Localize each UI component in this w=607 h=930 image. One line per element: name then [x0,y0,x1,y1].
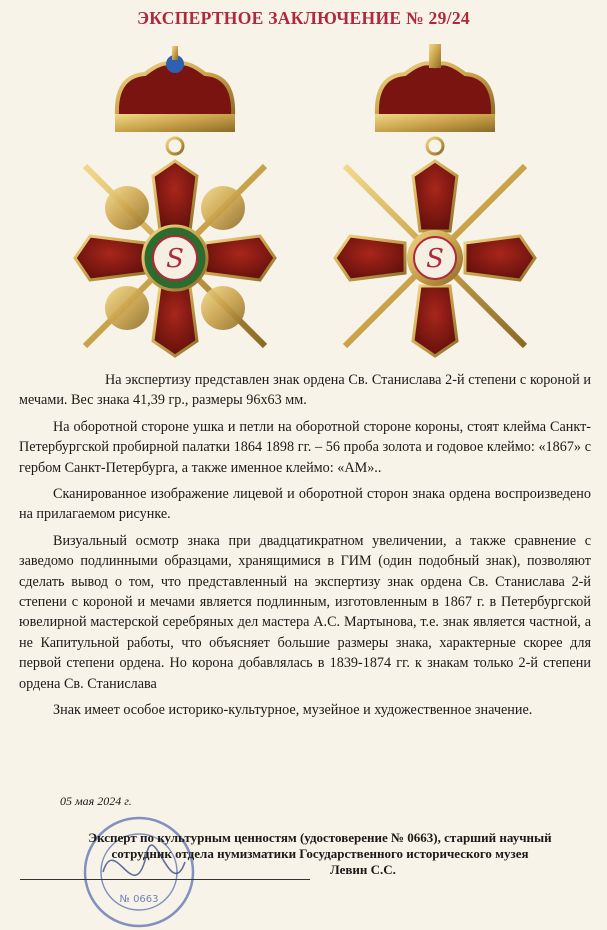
medal-images [55,36,555,366]
document-title: ЭКСПЕРТНОЕ ЗАКЛЮЧЕНИЕ № 29/24 [137,8,470,28]
order-badge-front-image [55,36,295,366]
paragraph-significance: Знак имеет особое историко-культурное, музейное и художественное значение. [53,702,533,719]
paragraph-description: На экспертизу представлен знак ордена Св. Станислава 2-й степени с короной и мечами. Вес знака 41,39 гр., размеры 96х63 мм. [19,372,591,409]
monogram-back: S [426,244,444,274]
order-badge-back-image [315,36,555,366]
signature-line [20,879,310,880]
paragraph-hallmarks: На оборотной стороне ушка и петли на оборотной стороне короны, стоят клейма Санкт-Петербургской пробирной палатки 1864 1898 гг. – 56 проба золота и годовое клеймо: «1867» с гербом Санкт-Петербурга, а также именное клеймо: «АМ».. [19,418,591,476]
paragraph-scan: Сканированное изображение лицевой и оборотной сторон знака ордена воспроизведено на прилагаемом рисунке. [19,486,591,523]
monogram-front: S [166,244,184,274]
paragraph-conclusion: Визуальный осмотр знака при двадцатикратном увеличении, а также сравнение с заведомо подлинными образцами, хранящимися в ГИМ (один подобный знак), позволяют сделать вывод о том, что представленный на экспертизу знак ордена Св. Станислава 2-й степени с короной и мечами является подлинным, изготовленным в 1867 г. в Петербургской ювелирной мастерской серебряных дел мастера А.С. Мартынова, т.е. знак является частной, а не Капитульной работы, что объясняет большие размеры знака, характерные скорее для первой степени ордена. Но корона добавлялась в 1839-1874 гг. к знакам только 2-й степени ордена Св. Станислава [19,532,591,692]
expert-name: Левин С.С. [330,862,396,877]
stamp-number: № 0663 [119,894,159,905]
expert-credentials: Эксперт по культурным ценностям (удостоверение № 0663), старший научный сотрудник отдела нумизматики Государственного исторического музея [88,830,552,861]
document-body [19,370,591,727]
document-date: 05 мая 2024 г. [60,794,132,808]
